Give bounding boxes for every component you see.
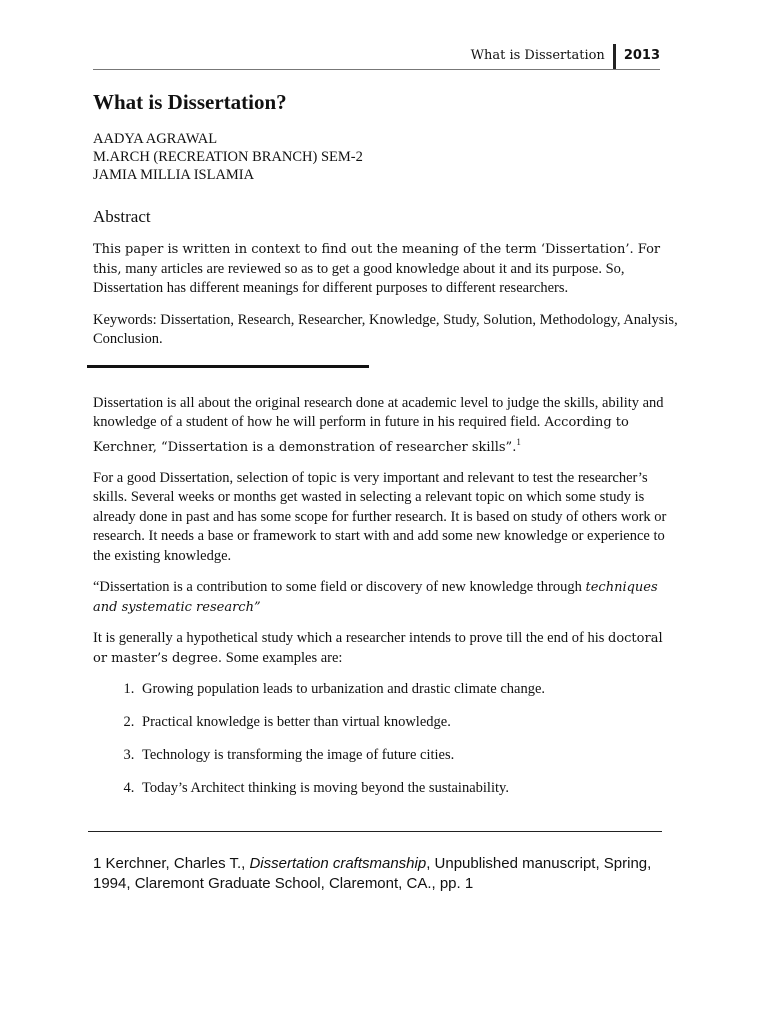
quote-part2: techniques and systematic research” — [93, 580, 658, 615]
footnote-ref[interactable]: 1 — [516, 436, 521, 447]
paragraph-intro-part1: Dissertation is all about the original research done at academic level to judge the skills, ability and knowledge of a student of how he will perform in future in his required field. — [93, 394, 664, 430]
header-year: 2013 — [623, 48, 660, 63]
paragraph-hypothesis-part1: It is generally a hypothetical study which a researcher intends to prove till the end of his — [93, 630, 608, 647]
author-program: M.ARCH (RECREATION BRANCH) SEM-2 — [93, 149, 363, 165]
paragraph-intro-part2: According to Kerchner, “Dissertation is a demonstration of researcher skills”. — [93, 415, 629, 455]
examples-list — [93, 680, 678, 798]
header-rule — [93, 69, 660, 70]
footnote-number: 1 — [93, 855, 102, 872]
paragraph-intro — [93, 394, 678, 457]
footnote-rest: , Unpublished manuscript, Spring, 1994, Claremont Graduate School, Claremont, CA., pp. 1 — [93, 855, 652, 892]
author-university: JAMIA MILLIA ISLAMIA — [93, 167, 255, 183]
footnote — [93, 854, 693, 894]
author-name: AADYA AGRAWAL — [93, 131, 218, 147]
list-item: 3. Technology is transforming the image of future cities. — [138, 746, 678, 765]
footnote-author: Kerchner, Charles T., — [101, 855, 250, 872]
quote-part1: “Dissertation is a contribution to some field or discovery of new knowledge through — [93, 579, 586, 596]
paragraph-hypothesis — [93, 629, 678, 668]
abstract-text — [93, 240, 678, 299]
paragraph-topic: For a good Dissertation, selection of topic is very important and relevant to test the researcher’s skills. Several weeks or months get wasted in selecting a relevant topic on which some study is already done in past and has some scope for further research. It is based on study of others work or research. It needs a base or framework to start with and add some new knowledge or experience to the existing knowledge. — [93, 469, 667, 564]
list-item: 4. Today’s Architect thinking is moving beyond the sustainability. — [138, 779, 678, 798]
document-title: What is Dissertation? — [93, 90, 287, 114]
page-content — [93, 88, 678, 812]
abstract-text-part1: This paper is written in context to find out the meaning of the term ‘Dissertation’. For this, — [93, 242, 661, 277]
header-title: What is Dissertation — [470, 48, 605, 63]
footnote-title: Dissertation craftsmanship — [249, 855, 427, 872]
abstract-heading: Abstract — [93, 207, 151, 226]
footnote-rule — [88, 831, 662, 832]
paragraph-hypothesis-part2: doctoral or master’s degree. — [93, 631, 663, 666]
author-block — [93, 130, 678, 184]
quote-paragraph — [93, 578, 678, 617]
list-item: 2. Practical knowledge is better than virtual knowledge. — [138, 713, 678, 732]
section-divider — [87, 365, 369, 368]
running-header — [471, 44, 660, 70]
list-item: 1. Growing population leads to urbanization and drastic climate change. — [138, 680, 678, 699]
keywords: Keywords: Dissertation, Research, Researcher, Knowledge, Study, Solution, Methodology, Analysis, Conclusion. — [93, 311, 678, 347]
abstract-text-part2: many articles are reviewed so as to get a good knowledge about it and its purpose. So, Dissertation has different meanings for different purposes to different researchers. — [93, 260, 625, 296]
paragraph-hypothesis-part3: Some examples are: — [222, 649, 343, 666]
